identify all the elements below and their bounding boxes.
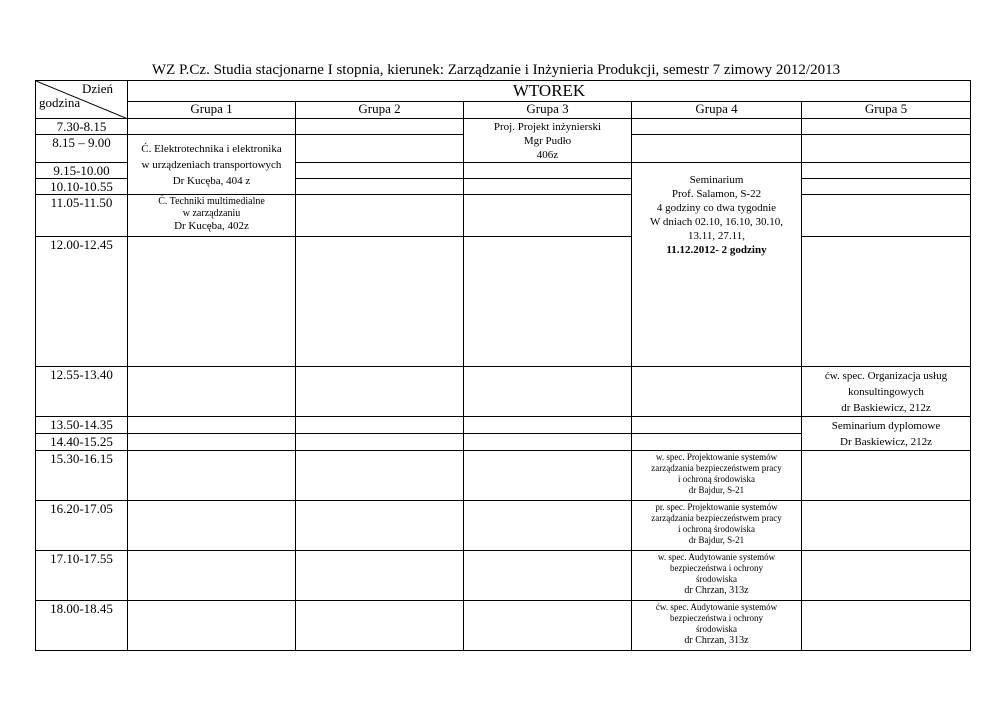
event-line: środowiska xyxy=(696,624,737,634)
group-header-1: Grupa 1 xyxy=(128,102,296,119)
empty-cell xyxy=(128,551,296,601)
event-cell xyxy=(632,551,802,601)
event-line: i ochroną środowiska xyxy=(678,474,755,484)
event-line: Proj. Projekt inżynierski xyxy=(493,121,602,133)
corner-hour-label: godzina xyxy=(39,95,81,110)
empty-cell xyxy=(802,135,971,163)
empty-cell xyxy=(296,417,464,434)
empty-cell xyxy=(296,119,464,135)
empty-cell xyxy=(632,367,802,417)
day-header: WTOREK xyxy=(128,81,971,102)
time-slot: 12.55-13.40 xyxy=(36,367,128,417)
time-slot: 17.10-17.55 xyxy=(36,551,128,601)
group-header-4: Grupa 4 xyxy=(632,102,802,119)
empty-cell xyxy=(464,163,632,179)
empty-cell xyxy=(632,417,802,434)
empty-cell xyxy=(802,451,971,501)
empty-cell xyxy=(464,434,632,451)
event-cell xyxy=(802,367,971,417)
time-slot: 11.05-11.50 xyxy=(36,195,128,237)
empty-cell xyxy=(464,451,632,501)
event-line: i ochroną środowiska xyxy=(678,524,755,534)
event-line: ćw. spec. Audytowanie systemów xyxy=(655,602,778,612)
event-cell xyxy=(464,119,632,163)
event-line: dr Bajdur, S-21 xyxy=(688,535,745,545)
empty-cell xyxy=(296,135,464,163)
event-line: środowiska xyxy=(696,574,737,584)
event-line: zarządzania bezpieczeństwem pracy xyxy=(651,463,782,473)
group-header-2: Grupa 2 xyxy=(296,102,464,119)
empty-cell xyxy=(464,417,632,434)
empty-cell xyxy=(128,367,296,417)
event-line: zarządzania bezpieczeństwem pracy xyxy=(651,513,782,523)
empty-cell xyxy=(296,501,464,551)
event-line: w zarządzaniu xyxy=(182,208,241,219)
event-line: Seminarium xyxy=(689,174,744,186)
empty-cell xyxy=(464,179,632,195)
time-slot: 15.30-16.15 xyxy=(36,451,128,501)
empty-cell xyxy=(464,237,632,367)
event-line: dr Bajdur, S-21 xyxy=(688,485,745,495)
empty-cell xyxy=(802,119,971,135)
empty-cell xyxy=(632,434,802,451)
empty-cell xyxy=(128,417,296,434)
empty-cell xyxy=(464,551,632,601)
empty-cell xyxy=(128,237,296,367)
empty-cell xyxy=(128,601,296,651)
event-cell xyxy=(128,135,296,195)
empty-cell xyxy=(296,367,464,417)
event-cell xyxy=(632,163,802,367)
empty-cell xyxy=(802,551,971,601)
event-line: 11.12.2012- 2 godziny xyxy=(666,244,767,256)
empty-cell xyxy=(128,501,296,551)
event-line: ćw. spec. Organizacja usług xyxy=(824,370,948,382)
event-cell xyxy=(632,501,802,551)
group-header-3: Grupa 3 xyxy=(464,102,632,119)
empty-cell xyxy=(296,237,464,367)
event-line: dr Chrzan, 313z xyxy=(684,585,749,596)
time-slot: 16.20-17.05 xyxy=(36,501,128,551)
empty-cell xyxy=(128,119,296,135)
event-line: w. spec. Projektowanie systemów xyxy=(655,452,778,462)
time-slot: 10.10-10.55 xyxy=(36,179,128,195)
empty-cell xyxy=(632,135,802,163)
empty-cell xyxy=(802,195,971,237)
event-cell xyxy=(128,195,296,237)
page-title: WZ P.Cz. Studia stacjonarne I stopnia, kierunek: Zarządzanie i Inżynieria Produkcji, semestr 7 zimowy 2012/2013 xyxy=(151,62,841,78)
event-line: pr. spec. Projektowanie systemów xyxy=(655,502,778,512)
time-slot: 9.15-10.00 xyxy=(36,163,128,179)
corner-day-label: Dzień xyxy=(81,81,113,96)
event-cell xyxy=(632,451,802,501)
empty-cell xyxy=(464,195,632,237)
empty-cell xyxy=(296,163,464,179)
empty-cell xyxy=(296,451,464,501)
event-line: Dr Kucęba, 404 z xyxy=(172,175,251,187)
event-line: 406z xyxy=(536,149,559,161)
time-slot: 12.00-12.45 xyxy=(36,237,128,367)
empty-cell xyxy=(464,367,632,417)
time-slot: 13.50-14.35 xyxy=(36,417,128,434)
empty-cell xyxy=(802,179,971,195)
event-line: Ć. Techniki multimedialne xyxy=(158,196,265,207)
event-line: w. spec. Audytowanie systemów xyxy=(657,552,776,562)
empty-cell xyxy=(128,434,296,451)
empty-cell xyxy=(802,601,971,651)
event-line: w urządzeniach transportowych xyxy=(141,159,282,171)
empty-cell xyxy=(464,501,632,551)
header-corner xyxy=(36,81,128,119)
time-slot: 8.15 – 9.00 xyxy=(36,135,128,163)
empty-cell xyxy=(296,551,464,601)
event-line: Mgr Pudło xyxy=(523,135,572,147)
empty-cell xyxy=(296,601,464,651)
empty-cell xyxy=(464,601,632,651)
event-line: Prof. Salamon, S-22 xyxy=(671,188,762,200)
event-line: 13.11, 27.11, xyxy=(688,230,745,242)
event-line: bezpieczeństwa i ochrony xyxy=(670,563,763,573)
event-cell xyxy=(632,601,802,651)
group-header-5: Grupa 5 xyxy=(802,102,971,119)
empty-cell xyxy=(802,163,971,179)
empty-cell xyxy=(296,179,464,195)
empty-cell xyxy=(296,195,464,237)
empty-cell xyxy=(128,451,296,501)
event-line: Seminarium dyplomowe xyxy=(831,420,941,432)
event-line: Dr Kucęba, 402z xyxy=(174,220,249,232)
empty-cell xyxy=(296,434,464,451)
event-line: Ć. Elektrotechnika i elektronika xyxy=(141,143,282,155)
event-line: dr Baskiewicz, 212z xyxy=(841,402,931,414)
event-line: Dr Baskiewicz, 212z xyxy=(840,436,932,448)
time-slot: 14.40-15.25 xyxy=(36,434,128,451)
empty-cell xyxy=(802,237,971,367)
time-slot: 7.30-8.15 xyxy=(36,119,128,135)
timetable xyxy=(35,80,971,651)
empty-cell xyxy=(802,501,971,551)
event-line: dr Chrzan, 313z xyxy=(684,635,749,646)
event-line: konsultingowych xyxy=(848,386,924,398)
time-slot: 18.00-18.45 xyxy=(36,601,128,651)
event-cell xyxy=(802,417,971,451)
event-line: 4 godziny co dwa tygodnie xyxy=(656,202,777,214)
event-line: W dniach 02.10, 16.10, 30.10, xyxy=(649,216,783,228)
event-line: bezpieczeństwa i ochrony xyxy=(670,613,763,623)
empty-cell xyxy=(632,119,802,135)
